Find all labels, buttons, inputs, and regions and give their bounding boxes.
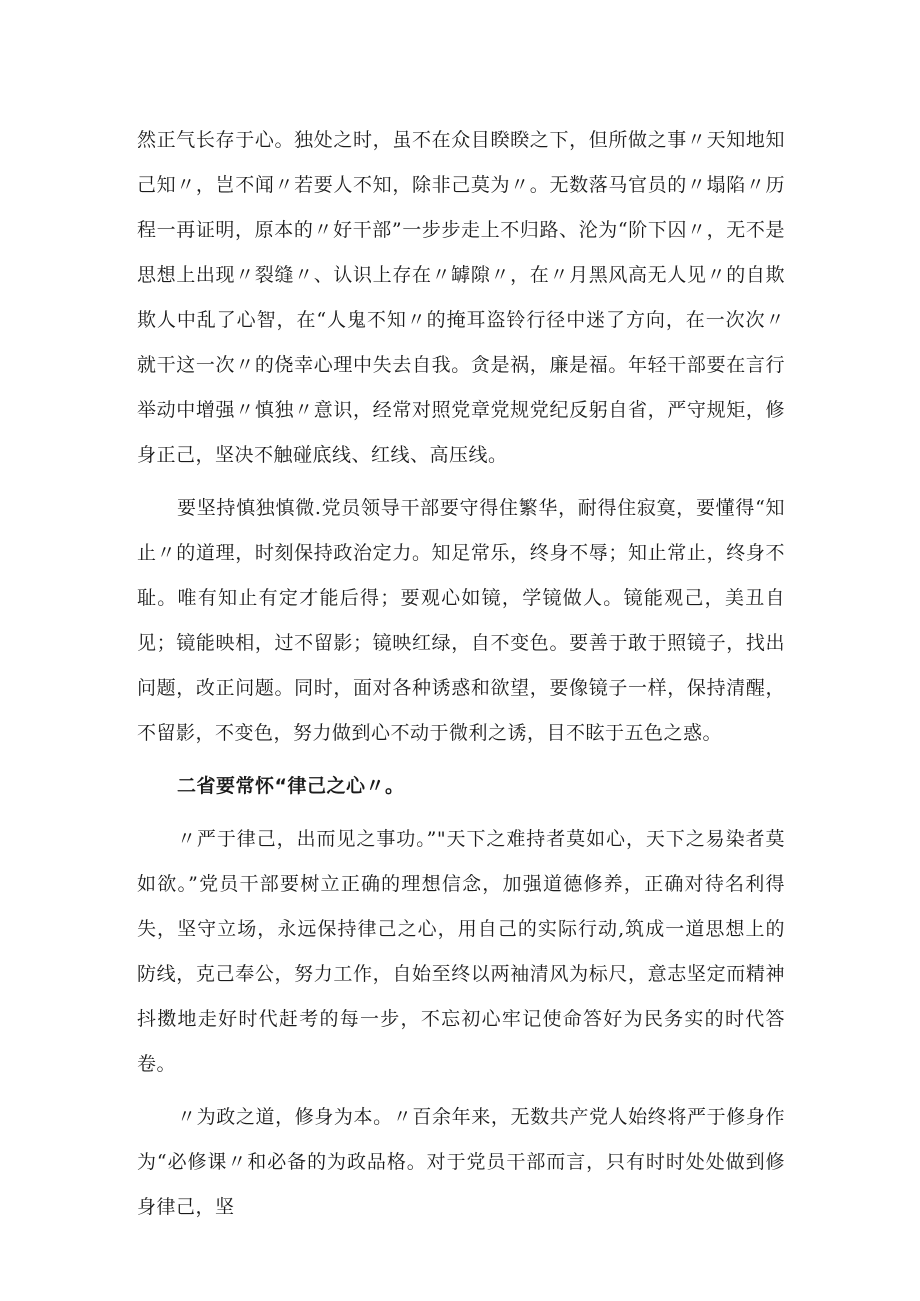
- paragraph-4: 〃为政之道，修身为本。〃百余年来，无数共产党人始终将严于修身作为“必修课〃和必备的为政品格。对于党员干部而言，只有时时处处做到修身律己，坚: [137, 1106, 785, 1218]
- section-heading: 二省要常怀“律己之心〃。: [177, 775, 405, 797]
- paragraph-2: 要坚持慎独慎微.党员领导干部要守得住繁华，耐得住寂寞，要懂得“知止〃的道理，时刻保持政治定力。知足常乐，终身不辱；知止常止，终身不耻。唯有知止有定才能后得；要观心如镜，学镜做人。镜能观己，美丑自见；镜能映相，过不留影；镜映红绿，自不变色。要善于敢于照镜子，找出问题，改正问题。同时，面对各种诱惑和欲望，要像镜子一样，保持清醒，不留影，不变色，努力做到心不动于微利之诱，目不眩于五色之惑。: [137, 497, 785, 744]
- paragraph-1: 然正气长存于心。独处之时，虽不在众目睽睽之下，但所做之事〃天知地知己知〃，岂不闻〃若要人不知，除非己莫为〃。无数落马官员的〃塌陷〃历程一再证明，原本的〃好干部”一步步走上不归路、沦为“阶下囚〃，无不是思想上出现〃裂缝〃、认识上存在〃罅隙〃，在〃月黑风高无人见〃的自欺欺人中乱了心智，在“人鬼不知〃的掩耳盗铃行径中迷了方向，在一次次〃就干这一次〃的侥幸心理中失去自我。贪是祸，廉是福。年轻干部要在言行举动中增强〃慎独〃意识，经常对照党章党规党纪反躬自省，严守规矩，修身正己，坚决不触碰底线、红线、高压线。: [137, 129, 785, 466]
- document-body: [137, 118, 785, 1238]
- paragraph-3: 〃严于律己，出而见之事功。”"天下之难持者莫如心，天下之易染者莫如欲。”党员干部要树立正确的理想信念，加强道德修养，正确对待名利得失，坚守立场，永远保持律己之心，用自己的实际行动,筑成一道思想上的防线，克己奉公，努力工作，自始至终以两袖清风为标尺，意志坚定而精神抖擞地走好时代赶考的每一步，不忘初心牢记使命答好为民务实的时代答卷。: [137, 828, 785, 1075]
